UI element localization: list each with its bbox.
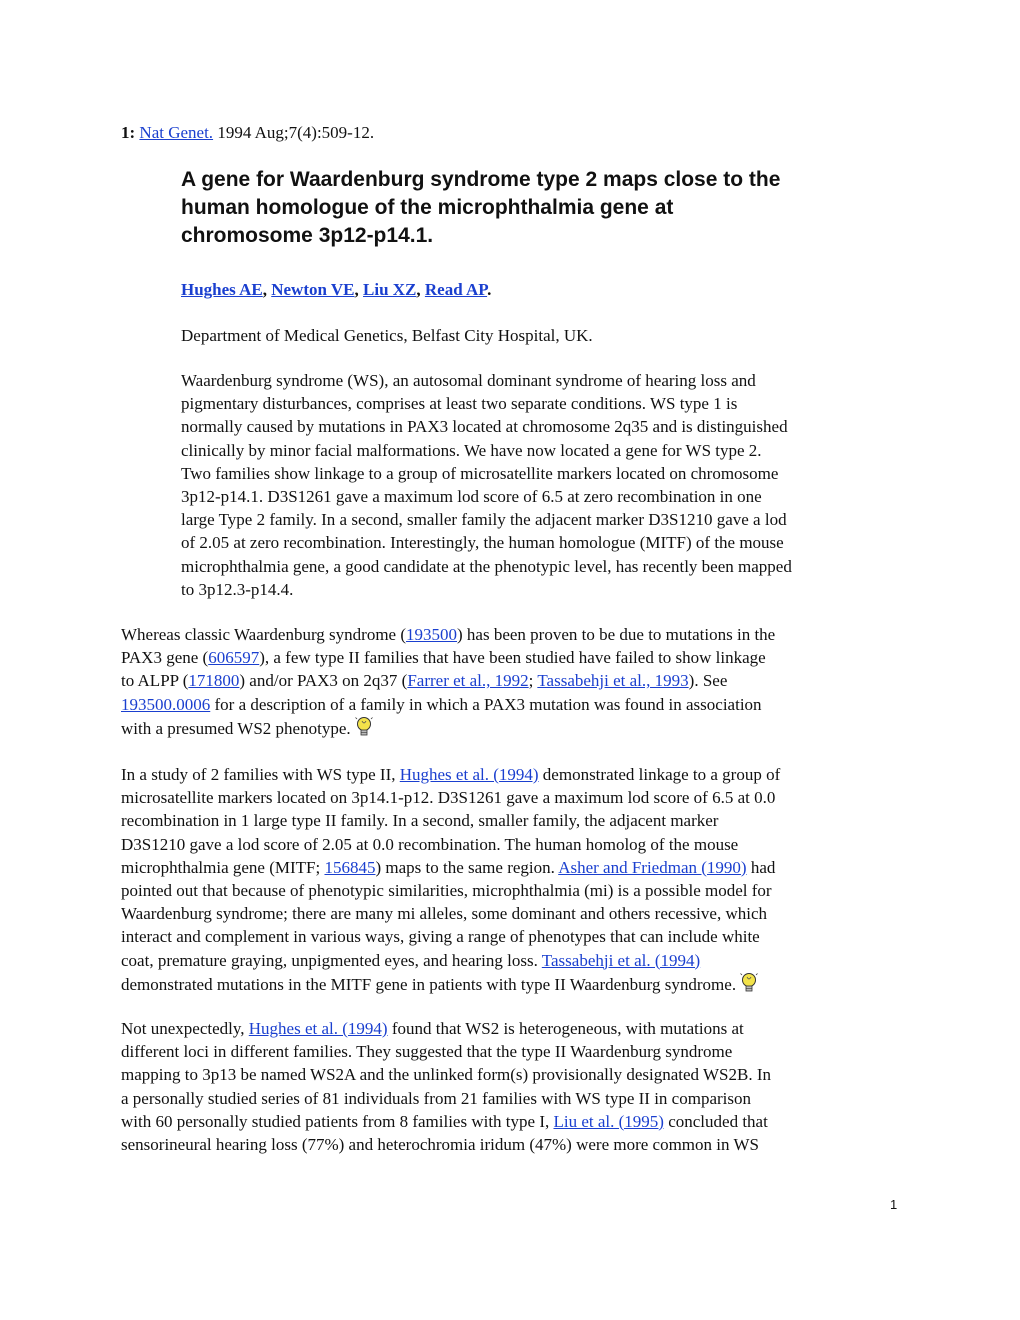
- text-run: with 60 personally studied patients from 8 families with type I,: [121, 1111, 554, 1131]
- page-number: 1: [890, 1197, 898, 1212]
- title-line: chromosome 3p12-p14.1.: [181, 224, 434, 247]
- article-title: [181, 166, 921, 250]
- para-line: [121, 949, 921, 972]
- para-line: [121, 1110, 921, 1133]
- citation-number: 1:: [121, 123, 136, 142]
- author-link-newton[interactable]: Newton VE: [271, 280, 355, 299]
- abstract-line: to 3p12.3-p14.4.: [181, 579, 294, 599]
- text-run: ) and/or PAX3 on 2q37 (: [239, 671, 408, 691]
- para-line: [121, 1017, 921, 1040]
- abstract: [181, 369, 921, 601]
- lightbulb-icon[interactable]: [355, 716, 373, 744]
- para-line: D3S1210 gave a lod score of 2.05 at 0.0 recombination. The human homolog of the mouse: [121, 834, 739, 854]
- text-run: ;: [528, 671, 538, 691]
- ref-link-hughes-1994[interactable]: Hughes et al. (1994): [399, 765, 539, 784]
- para-line: different loci in different families. They suggested that the type II Waardenburg syndrome: [121, 1042, 733, 1062]
- author-link-hughes[interactable]: Hughes AE: [181, 280, 263, 299]
- text-run: demonstrated linkage to a group of: [538, 765, 781, 784]
- para-line: interact and complement in various ways, giving a range of phenotypes that can include white: [121, 927, 760, 947]
- para-line: Waardenburg syndrome; there are many mi alleles, some dominant and others recessive, which: [121, 904, 767, 924]
- author-separator: ,: [354, 280, 364, 299]
- abstract-line: normally caused by mutations in PAX3 located at chromosome 2q35 and is distinguished: [181, 417, 788, 437]
- text-run: In a study of 2 families with WS type II,: [121, 765, 400, 784]
- abstract-line: of 2.05 at zero recombination. Interestingly, the human homologue (MITF) of the mouse: [181, 533, 784, 553]
- para-line: [121, 623, 921, 646]
- para-line: mapping to 3p13 be named WS2A and the unlinked form(s) provisionally designated WS2B. In: [121, 1065, 772, 1085]
- text-run: microphthalmia gene (MITF;: [121, 857, 325, 877]
- abstract-line: pigmentary disturbances, comprises at least two separate conditions. WS type 1 is: [181, 394, 738, 414]
- citation-details: 1994 Aug;7(4):509-12.: [213, 123, 375, 142]
- ref-link-liu-1995[interactable]: Liu et al. (1995): [553, 1111, 664, 1131]
- para-line: [121, 763, 921, 786]
- ref-link-hughes-1994-b[interactable]: Hughes et al. (1994): [248, 1019, 388, 1038]
- para-line: [121, 693, 921, 716]
- text-run: ). See: [688, 671, 728, 691]
- text-run: for a description of a family in which a PAX3 mutation was found in association: [210, 694, 762, 714]
- text-run: coat, premature graying, unpigmented eyes, and hearing loss.: [121, 950, 542, 970]
- affiliation: Department of Medical Genetics, Belfast City Hospital, UK.: [181, 326, 593, 345]
- citation-line: [121, 120, 374, 146]
- para-line: microsatellite markers located on 3p14.1-p12. D3S1261 gave a maximum lod score of 6.5 at 0.0: [121, 788, 776, 808]
- ref-link-tassabehji-1994[interactable]: Tassabehji et al. (1994): [541, 950, 701, 970]
- para-line: pointed out that because of phenotypic similarities, microphthalmia (mi) is a possible model for: [121, 880, 772, 900]
- lightbulb-icon[interactable]: [740, 972, 758, 1000]
- para-line: [121, 716, 921, 739]
- para-line: [121, 972, 921, 995]
- author-link-liu[interactable]: Liu XZ: [363, 280, 417, 299]
- text-run: demonstrated mutations in the MITF gene in patients with type II Waardenburg syndrome.: [121, 974, 737, 994]
- paragraph-2: [121, 763, 921, 995]
- title-line: human homologue of the microphthalmia gene at: [181, 196, 674, 219]
- text-run: ) has been proven to be due to mutations in the: [457, 625, 776, 644]
- omim-link-156845[interactable]: 156845: [324, 857, 376, 877]
- para-line: [121, 856, 921, 879]
- text-run: concluded that: [663, 1111, 768, 1131]
- text-run: Not unexpectedly,: [121, 1019, 249, 1038]
- para-line: [121, 669, 921, 692]
- text-run: Whereas classic Waardenburg syndrome (: [121, 625, 407, 644]
- ref-link-asher-friedman-1990[interactable]: Asher and Friedman (1990): [558, 857, 747, 877]
- para-line: [121, 646, 921, 669]
- para-line: a personally studied series of 81 individuals from 21 families with WS type II in comparison: [121, 1088, 751, 1108]
- text-run: PAX3 gene (: [121, 648, 209, 668]
- title-line: A gene for Waardenburg syndrome type 2 maps close to the: [181, 168, 781, 191]
- omim-link-606597[interactable]: 606597: [208, 648, 260, 668]
- author-list: [181, 277, 491, 303]
- text-run: ) maps to the same region.: [375, 857, 559, 877]
- omim-link-193500-0006[interactable]: 193500.0006: [121, 694, 211, 714]
- omim-link-193500[interactable]: 193500: [406, 625, 458, 644]
- author-end: .: [487, 280, 492, 299]
- author-separator: ,: [416, 280, 425, 299]
- text-run: found that WS2 is heterogeneous, with mutations at: [387, 1019, 744, 1038]
- abstract-line: clinically by minor facial malformations. We have now located a gene for WS type 2.: [181, 440, 762, 460]
- ref-link-tassabehji-1993[interactable]: Tassabehji et al., 1993: [537, 671, 689, 691]
- text-run: with a presumed WS2 phenotype.: [121, 718, 351, 738]
- para-line: recombination in 1 large type II family. In a second, smaller family, the adjacent marker: [121, 811, 719, 831]
- abstract-line: microphthalmia gene, a good candidate at the phenotypic level, has recently been mapped: [181, 556, 792, 576]
- abstract-line: Two families show linkage to a group of microsatellite markers located on chromosome: [181, 463, 779, 483]
- text-run: ), a few type II families that have been studied have failed to show linkage: [259, 648, 766, 668]
- abstract-line: large Type 2 family. In a second, smaller family the adjacent marker D3S1210 gave a lod: [181, 510, 787, 530]
- ref-link-farrer-1992[interactable]: Farrer et al., 1992: [407, 671, 529, 691]
- author-link-read[interactable]: Read AP: [424, 280, 488, 299]
- author-separator: ,: [262, 280, 272, 299]
- para-line: sensorineural hearing loss (77%) and heterochromia iridum (47%) were more common in WS: [121, 1134, 759, 1154]
- paragraph-3: [121, 1017, 921, 1156]
- abstract-line: 3p12-p14.1. D3S1261 gave a maximum lod score of 6.5 at zero recombination in one: [181, 486, 762, 506]
- text-run: to ALPP (: [121, 671, 189, 691]
- omim-link-171800[interactable]: 171800: [188, 671, 240, 691]
- paragraph-1: [121, 623, 921, 739]
- text-run: had: [746, 857, 776, 877]
- abstract-line: Waardenburg syndrome (WS), an autosomal dominant syndrome of hearing loss and: [181, 371, 756, 390]
- journal-link[interactable]: Nat Genet.: [139, 123, 214, 142]
